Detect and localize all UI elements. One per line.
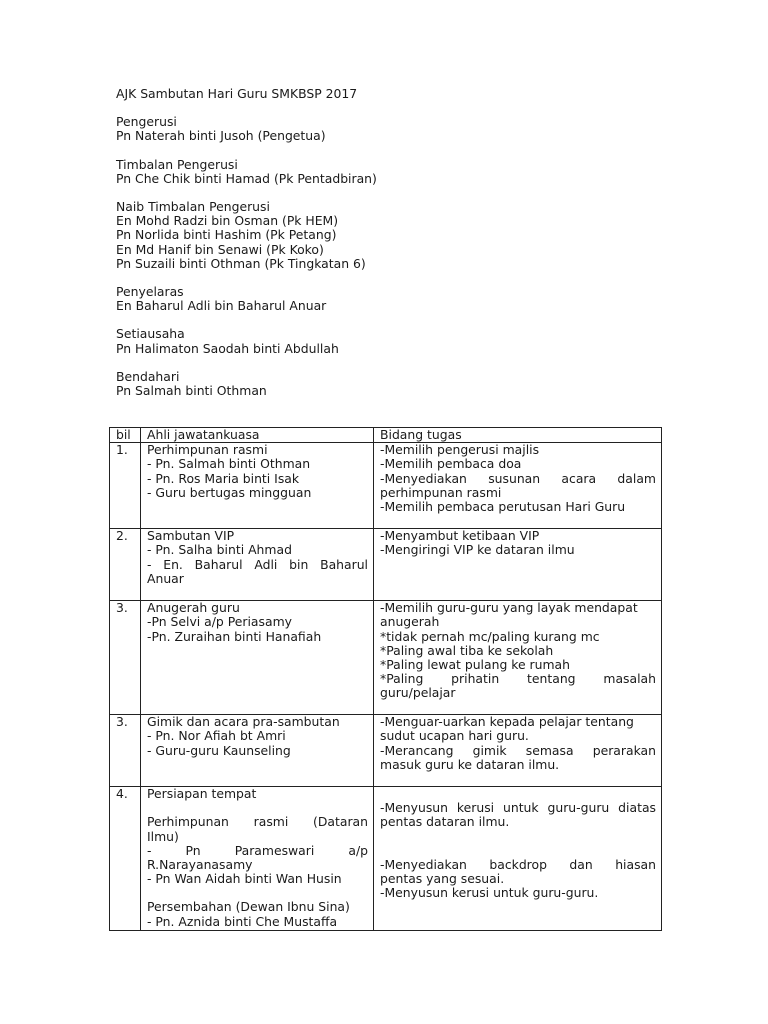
cell-line: pentas yang sesuai. bbox=[380, 870, 505, 886]
cell-ahli bbox=[141, 443, 374, 529]
cell-tugas bbox=[374, 443, 662, 529]
cell-line: Perhimpunan rasmi bbox=[147, 442, 268, 458]
cell-line: Persembahan (Dewan Ibnu Sina) bbox=[147, 899, 350, 915]
table-row bbox=[110, 443, 662, 529]
table-row bbox=[110, 601, 662, 715]
cell-bil: 3. bbox=[110, 601, 141, 715]
cell-line: -Pn. Zuraihan binti Hanafiah bbox=[147, 628, 322, 644]
cell-line: - Pn. Salmah binti Othman bbox=[147, 456, 311, 472]
cell-line: Ilmu) bbox=[147, 828, 179, 844]
cell-line: Sambutan VIP bbox=[147, 528, 235, 544]
cell-line: -Memilih guru-guru yang layak mendapat bbox=[380, 600, 638, 616]
cell-tugas bbox=[374, 601, 662, 715]
cell-line: -Menyediakan backdrop dan hiasan bbox=[380, 856, 656, 872]
cell-line: -Mengiringi VIP ke dataran ilmu bbox=[380, 542, 575, 558]
cell-line: sudut ucapan hari guru. bbox=[380, 728, 529, 744]
cell-tugas bbox=[374, 787, 662, 931]
cell-ahli bbox=[141, 787, 374, 931]
cell-line: pentas dataran ilmu. bbox=[380, 814, 510, 830]
cell-line: masuk guru ke dataran ilmu. bbox=[380, 756, 560, 772]
cell-line: perhimpunan rasmi bbox=[380, 484, 502, 500]
section-heading: Naib Timbalan Pengerusi bbox=[116, 199, 270, 215]
cell-line: - Guru bertugas mingguan bbox=[147, 484, 312, 500]
section-heading: Setiausaha bbox=[116, 326, 185, 342]
cell-line: R.Narayanasamy bbox=[147, 857, 253, 873]
section-pengerusi bbox=[116, 115, 676, 143]
cell-line: -Merancang gimik semasa perarakan bbox=[380, 742, 656, 758]
cell-bil: 1. bbox=[110, 443, 141, 529]
header-bidang-tugas: Bidang tugas bbox=[374, 428, 662, 443]
member-name: Pn Naterah binti Jusoh (Pengetua) bbox=[116, 128, 326, 144]
cell-line: Gimik dan acara pra-sambutan bbox=[147, 714, 340, 730]
cell-ahli bbox=[141, 715, 374, 787]
header-bil: bil bbox=[110, 428, 141, 443]
cell-line: -Menyusun kerusi untuk guru-guru. bbox=[380, 885, 599, 901]
member-name: Pn Salmah binti Othman bbox=[116, 383, 267, 399]
committee-table bbox=[109, 427, 662, 931]
cell-line: Anuar bbox=[147, 570, 184, 586]
cell-line: *Paling lewat pulang ke rumah bbox=[380, 657, 571, 673]
cell-line: -Menyusun kerusi untuk guru-guru diatas bbox=[380, 800, 656, 816]
cell-line: - Pn Parameswari a/p bbox=[147, 842, 368, 858]
member-name: En Mohd Radzi bin Osman (Pk HEM) bbox=[116, 213, 339, 229]
section-naib-timbalan-pengerusi bbox=[116, 200, 676, 271]
cell-ahli bbox=[141, 529, 374, 601]
cell-line: - Pn. Nor Afiah bt Amri bbox=[147, 728, 286, 744]
cell-line: *Paling prihatin tentang masalah bbox=[380, 671, 656, 687]
cell-line: guru/pelajar bbox=[380, 685, 456, 701]
cell-line: -Pn Selvi a/p Periasamy bbox=[147, 614, 292, 630]
cell-line: -Menyambut ketibaan VIP bbox=[380, 528, 540, 544]
cell-line: -Memilih pembaca doa bbox=[380, 456, 522, 472]
cell-line: - Pn. Salha binti Ahmad bbox=[147, 542, 292, 558]
cell-line: -Menguar-uarkan kepada pelajar tentang bbox=[380, 714, 634, 730]
table-row bbox=[110, 787, 662, 931]
document-title: AJK Sambutan Hari Guru SMKBSP 2017 bbox=[116, 86, 358, 101]
committee-list bbox=[116, 87, 676, 412]
member-name: Pn Che Chik binti Hamad (Pk Pentadbiran) bbox=[116, 170, 377, 186]
section-setiausaha bbox=[116, 327, 676, 355]
cell-line: *tidak pernah mc/paling kurang mc bbox=[380, 628, 600, 644]
table-header-row bbox=[110, 428, 662, 443]
section-bendahari bbox=[116, 370, 676, 398]
cell-line: -Memilih pembaca perutusan Hari Guru bbox=[380, 499, 626, 515]
section-heading: Penyelaras bbox=[116, 284, 184, 300]
cell-line: Anugerah guru bbox=[147, 600, 240, 616]
table-row bbox=[110, 529, 662, 601]
cell-bil: 4. bbox=[110, 787, 141, 931]
cell-line: - Pn Wan Aidah binti Wan Husin bbox=[147, 871, 342, 887]
cell-line: Persiapan tempat bbox=[147, 786, 257, 802]
cell-line: -Menyediakan susunan acara dalam bbox=[380, 470, 656, 486]
member-name: En Md Hanif bin Senawi (Pk Koko) bbox=[116, 241, 324, 257]
cell-bil: 3. bbox=[110, 715, 141, 787]
cell-ahli bbox=[141, 601, 374, 715]
table-row bbox=[110, 715, 662, 787]
member-name: Pn Norlida binti Hashim (Pk Petang) bbox=[116, 227, 337, 243]
cell-line: - En. Baharul Adli bin Baharul bbox=[147, 556, 368, 572]
cell-tugas bbox=[374, 529, 662, 601]
section-penyelaras bbox=[116, 285, 676, 313]
section-heading: Bendahari bbox=[116, 368, 180, 384]
cell-line: - Pn. Ros Maria binti Isak bbox=[147, 470, 300, 486]
cell-line: -Memilih pengerusi majlis bbox=[380, 442, 540, 458]
section-timbalan-pengerusi bbox=[116, 158, 676, 186]
cell-line: *Paling awal tiba ke sekolah bbox=[380, 642, 554, 658]
section-heading: Pengerusi bbox=[116, 114, 177, 130]
member-name: En Baharul Adli bin Baharul Anuar bbox=[116, 298, 327, 314]
cell-line: - Pn. Aznida binti Che Mustaffa bbox=[147, 913, 338, 929]
cell-line: - Guru-guru Kaunseling bbox=[147, 742, 291, 758]
cell-tugas bbox=[374, 715, 662, 787]
cell-line: anugerah bbox=[380, 614, 440, 630]
cell-bil: 2. bbox=[110, 529, 141, 601]
cell-line: Perhimpunan rasmi (Dataran bbox=[147, 814, 368, 830]
member-name: Pn Halimaton Saodah binti Abdullah bbox=[116, 340, 339, 356]
member-name: Pn Suzaili binti Othman (Pk Tingkatan 6) bbox=[116, 255, 366, 271]
header-ahli-jawatankuasa: Ahli jawatankuasa bbox=[141, 428, 374, 443]
section-heading: Timbalan Pengerusi bbox=[116, 156, 238, 172]
